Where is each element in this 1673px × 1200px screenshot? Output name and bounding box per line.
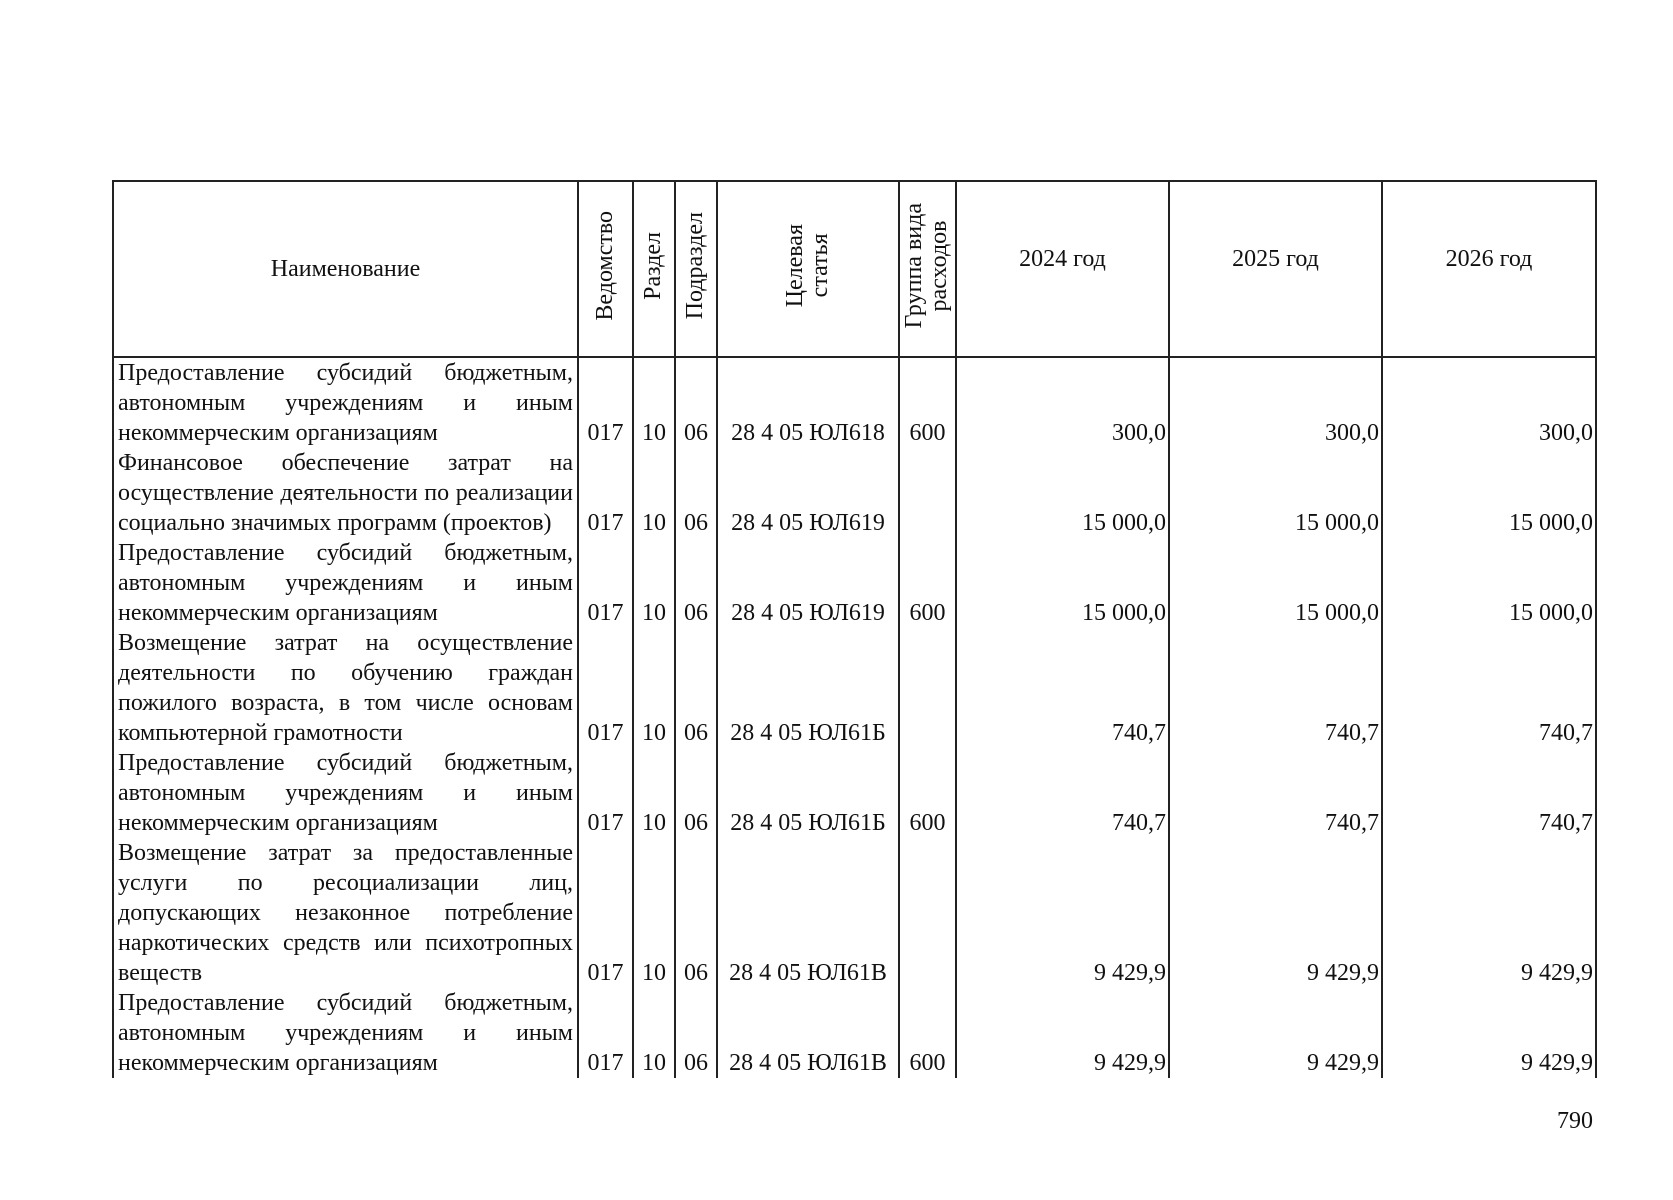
row-value-2024: 300,0 bbox=[956, 357, 1169, 448]
row-value-2026: 9 429,9 bbox=[1382, 838, 1596, 988]
row-vedomstvo: 017 bbox=[578, 988, 633, 1078]
row-value-2025: 740,7 bbox=[1169, 748, 1382, 838]
row-gruppa: 600 bbox=[899, 988, 956, 1078]
row-podrazdel: 06 bbox=[675, 988, 717, 1078]
row-razdel: 10 bbox=[633, 357, 675, 448]
budget-table bbox=[112, 180, 1597, 1078]
row-vedomstvo: 017 bbox=[578, 838, 633, 988]
row-podrazdel: 06 bbox=[675, 838, 717, 988]
table-header bbox=[113, 181, 1596, 357]
row-celevaya-statya: 28 4 05 ЮЛ61Б bbox=[717, 748, 899, 838]
row-name: Предоставление субсидий бюджетным, автономным учреждениям и иным некоммерческим организациям bbox=[113, 538, 578, 628]
header-razdel: Раздел bbox=[633, 181, 675, 357]
row-name: Финансовое обеспечение затрат на осуществление деятельности по реализации социально значимых программ (проектов) bbox=[113, 448, 578, 538]
row-value-2025: 15 000,0 bbox=[1169, 538, 1382, 628]
row-value-2026: 15 000,0 bbox=[1382, 538, 1596, 628]
row-razdel: 10 bbox=[633, 988, 675, 1078]
header-celevaya-statya: Целевая статья bbox=[717, 181, 899, 357]
row-value-2026: 9 429,9 bbox=[1382, 988, 1596, 1078]
row-value-2024: 740,7 bbox=[956, 748, 1169, 838]
row-vedomstvo: 017 bbox=[578, 357, 633, 448]
row-value-2026: 740,7 bbox=[1382, 628, 1596, 748]
header-name: Наименование bbox=[113, 181, 578, 357]
row-name: Возмещение затрат на осуществление деятельности по обучению граждан пожилого возраста, в том числе основам компьютерной грамотности bbox=[113, 628, 578, 748]
row-name: Предоставление субсидий бюджетным, автономным учреждениям и иным некоммерческим организациям bbox=[113, 988, 578, 1078]
row-podrazdel: 06 bbox=[675, 448, 717, 538]
row-value-2025: 300,0 bbox=[1169, 357, 1382, 448]
row-value-2024: 9 429,9 bbox=[956, 838, 1169, 988]
table-row bbox=[113, 538, 1596, 628]
row-celevaya-statya: 28 4 05 ЮЛ61В bbox=[717, 988, 899, 1078]
row-razdel: 10 bbox=[633, 628, 675, 748]
row-celevaya-statya: 28 4 05 ЮЛ619 bbox=[717, 538, 899, 628]
row-gruppa bbox=[899, 838, 956, 988]
row-name: Возмещение затрат за предоставленные услуги по ресоциализации лиц, допускающих незаконное потребление наркотических средств или психотропных веществ bbox=[113, 838, 578, 988]
header-year-2026: 2026 год bbox=[1382, 181, 1596, 357]
row-vedomstvo: 017 bbox=[578, 748, 633, 838]
table-row bbox=[113, 748, 1596, 838]
header-year-2025: 2025 год bbox=[1169, 181, 1382, 357]
row-value-2024: 740,7 bbox=[956, 628, 1169, 748]
row-value-2025: 9 429,9 bbox=[1169, 838, 1382, 988]
row-name: Предоставление субсидий бюджетным, автономным учреждениям и иным некоммерческим организациям bbox=[113, 748, 578, 838]
row-value-2025: 9 429,9 bbox=[1169, 988, 1382, 1078]
header-year-2024: 2024 год bbox=[956, 181, 1169, 357]
row-podrazdel: 06 bbox=[675, 748, 717, 838]
page-number: 790 bbox=[1557, 1108, 1593, 1134]
row-gruppa bbox=[899, 628, 956, 748]
table-row bbox=[113, 628, 1596, 748]
row-gruppa: 600 bbox=[899, 748, 956, 838]
row-razdel: 10 bbox=[633, 538, 675, 628]
row-razdel: 10 bbox=[633, 748, 675, 838]
row-value-2026: 740,7 bbox=[1382, 748, 1596, 838]
row-celevaya-statya: 28 4 05 ЮЛ61Б bbox=[717, 628, 899, 748]
table-row bbox=[113, 988, 1596, 1078]
row-vedomstvo: 017 bbox=[578, 628, 633, 748]
table-row bbox=[113, 357, 1596, 448]
table-row bbox=[113, 448, 1596, 538]
row-podrazdel: 06 bbox=[675, 357, 717, 448]
row-value-2024: 15 000,0 bbox=[956, 538, 1169, 628]
header-podrazdel: Подраздел bbox=[675, 181, 717, 357]
header-gruppa-vida-rashodov: Группа вида расходов bbox=[899, 181, 956, 357]
table-body bbox=[113, 357, 1596, 1078]
row-vedomstvo: 017 bbox=[578, 448, 633, 538]
table-row bbox=[113, 838, 1596, 988]
row-podrazdel: 06 bbox=[675, 538, 717, 628]
row-value-2024: 15 000,0 bbox=[956, 448, 1169, 538]
header-vedomstvo: Ведомство bbox=[578, 181, 633, 357]
row-celevaya-statya: 28 4 05 ЮЛ618 bbox=[717, 357, 899, 448]
row-razdel: 10 bbox=[633, 838, 675, 988]
row-gruppa: 600 bbox=[899, 357, 956, 448]
row-value-2026: 15 000,0 bbox=[1382, 448, 1596, 538]
row-value-2025: 740,7 bbox=[1169, 628, 1382, 748]
row-name: Предоставление субсидий бюджетным, автономным учреждениям и иным некоммерческим организациям bbox=[113, 357, 578, 448]
row-razdel: 10 bbox=[633, 448, 675, 538]
row-vedomstvo: 017 bbox=[578, 538, 633, 628]
row-value-2025: 15 000,0 bbox=[1169, 448, 1382, 538]
row-value-2026: 300,0 bbox=[1382, 357, 1596, 448]
row-celevaya-statya: 28 4 05 ЮЛ619 bbox=[717, 448, 899, 538]
row-celevaya-statya: 28 4 05 ЮЛ61В bbox=[717, 838, 899, 988]
row-gruppa bbox=[899, 448, 956, 538]
row-value-2024: 9 429,9 bbox=[956, 988, 1169, 1078]
row-podrazdel: 06 bbox=[675, 628, 717, 748]
row-gruppa: 600 bbox=[899, 538, 956, 628]
